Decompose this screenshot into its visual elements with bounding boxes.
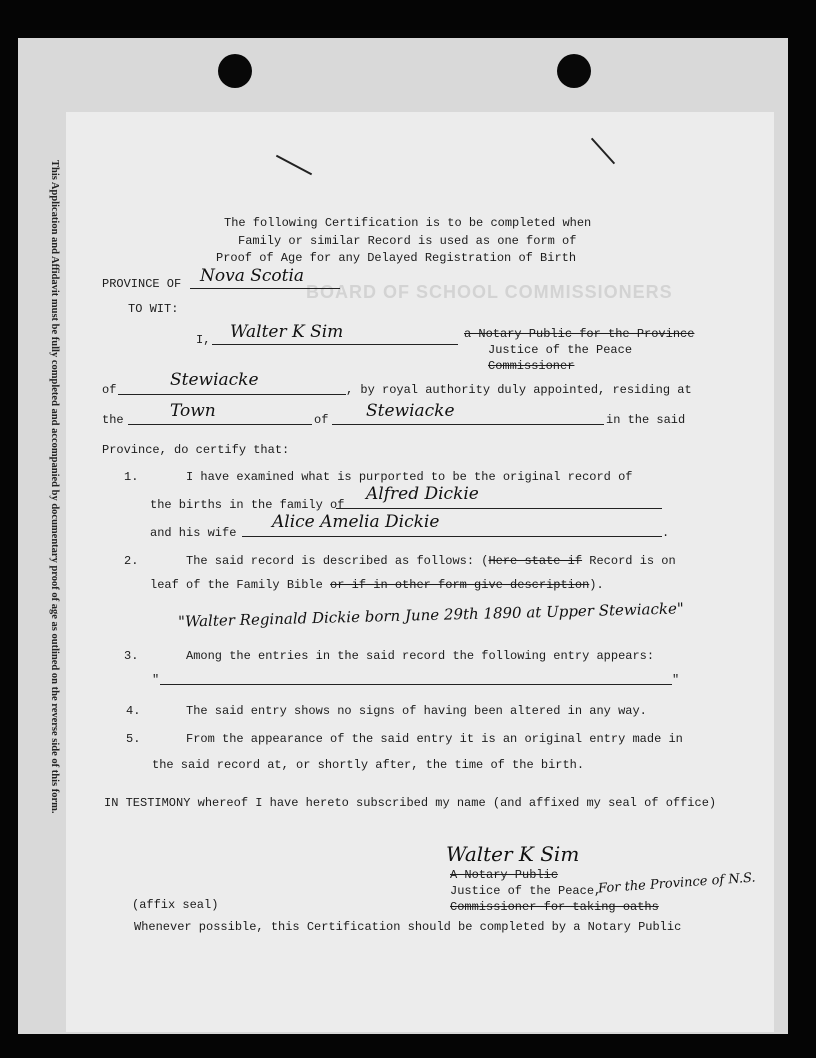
province-label: PROVINCE OF bbox=[102, 277, 182, 291]
testimony-line: IN TESTIMONY whereof I have hereto subscribed my name (and affixed my seal of office) bbox=[104, 796, 717, 810]
of2-line bbox=[332, 424, 604, 425]
wife-value: Alice Amelia Dickie bbox=[272, 512, 440, 532]
record-entry: "Walter Reginald Dickie born June 29th 1890 at Upper Stewiacke" bbox=[177, 599, 684, 631]
header-line-3: Proof of Age for any Delayed Registration of Birth bbox=[216, 251, 577, 265]
sig-justice: Justice of the Peace, bbox=[450, 884, 602, 898]
quote-close: " bbox=[672, 673, 680, 687]
header-line-1: The following Certification is to be completed when bbox=[224, 216, 592, 230]
title-commissioner-struck: Commissioner bbox=[488, 359, 575, 373]
sig-province-handwritten: For the Province of N.S. bbox=[597, 870, 757, 897]
family-value: Alfred Dickie bbox=[366, 484, 479, 504]
item-2-line-1 bbox=[186, 554, 676, 568]
item-4-text: The said entry shows no signs of having been altered in any way. bbox=[186, 704, 647, 718]
item-1-number: 1. bbox=[124, 470, 139, 484]
wife-period: . bbox=[662, 526, 670, 540]
item-1-wife-label: and his wife bbox=[150, 526, 237, 540]
the-label: the bbox=[102, 413, 124, 427]
pen-mark-right bbox=[591, 138, 615, 165]
of-label: of bbox=[102, 383, 117, 397]
of-value: Stewiacke bbox=[170, 370, 259, 390]
punch-hole-right bbox=[557, 54, 591, 88]
watermark-bleed: BOARD OF SCHOOL COMMISSIONERS bbox=[306, 282, 673, 302]
to-wit-label: TO WIT: bbox=[128, 302, 179, 316]
declarant-line bbox=[212, 344, 458, 345]
title-notary-struck: a Notary Public for the Province bbox=[464, 327, 695, 341]
punch-hole-left bbox=[218, 54, 252, 88]
declarant-signature: Walter K Sim bbox=[230, 322, 344, 342]
certification-form bbox=[66, 112, 774, 1032]
item-2-text-b-end: ). bbox=[589, 578, 604, 592]
item-1-text: I have examined what is purported to be the original record of bbox=[186, 470, 633, 484]
i-label: I, bbox=[196, 333, 211, 347]
item-2-text-b: leaf of the Family Bible bbox=[150, 578, 331, 592]
in-said-text: in the said bbox=[606, 413, 686, 427]
item-4-number: 4. bbox=[126, 704, 141, 718]
wife-line bbox=[242, 536, 662, 537]
appointed-text: , by royal authority duly appointed, residing at bbox=[346, 383, 692, 397]
sig-notary-struck: A Notary Public bbox=[450, 868, 559, 882]
affix-seal: (affix seal) bbox=[132, 898, 219, 912]
header-line-2: Family or similar Record is used as one form of bbox=[238, 234, 577, 248]
sig-commissioner-struck: Commissioner for taking oaths bbox=[450, 900, 659, 914]
item-2-text-a-end: Record is on bbox=[582, 554, 676, 568]
entry-line bbox=[160, 684, 672, 685]
of-line bbox=[118, 394, 346, 395]
item-5-text-1: From the appearance of the said entry it is an original entry made in bbox=[186, 732, 683, 746]
item-1-family-label: the births in the family of bbox=[150, 498, 345, 512]
title-justice: Justice of the Peace bbox=[488, 343, 633, 357]
the-value: Town bbox=[170, 401, 216, 421]
of2-value: Stewiacke bbox=[366, 401, 455, 421]
item-2-struck-b: or if in other form give description bbox=[330, 578, 590, 592]
item-3-text: Among the entries in the said record the following entry appears: bbox=[186, 649, 655, 663]
province-line bbox=[190, 288, 340, 289]
item-5-text-2: the said record at, or shortly after, the time of the birth. bbox=[152, 758, 585, 772]
item-2-number: 2. bbox=[124, 554, 139, 568]
quote-open: " bbox=[152, 673, 160, 687]
item-2-line-2 bbox=[150, 578, 604, 592]
item-2-struck-a: Here state if bbox=[488, 554, 583, 568]
signature: Walter K Sim bbox=[446, 842, 580, 866]
pen-mark-left bbox=[276, 155, 312, 176]
family-line bbox=[336, 508, 662, 509]
side-instruction bbox=[40, 160, 66, 860]
certify-line: Province, do certify that: bbox=[102, 443, 290, 457]
item-5-number: 5. bbox=[126, 732, 141, 746]
side-instruction-text: This Application and Affidavit must be fully completed and accompanied by documentary proof of age as outlined on the reverse side of this form. bbox=[49, 160, 60, 814]
item-3-number: 3. bbox=[124, 649, 139, 663]
footer-note: Whenever possible, this Certification should be completed by a Notary Public bbox=[134, 920, 682, 934]
item-2-text-a: The said record is described as follows: ( bbox=[186, 554, 489, 568]
the-line bbox=[128, 424, 312, 425]
of2-label: of bbox=[314, 413, 329, 427]
province-value: Nova Scotia bbox=[200, 266, 305, 286]
